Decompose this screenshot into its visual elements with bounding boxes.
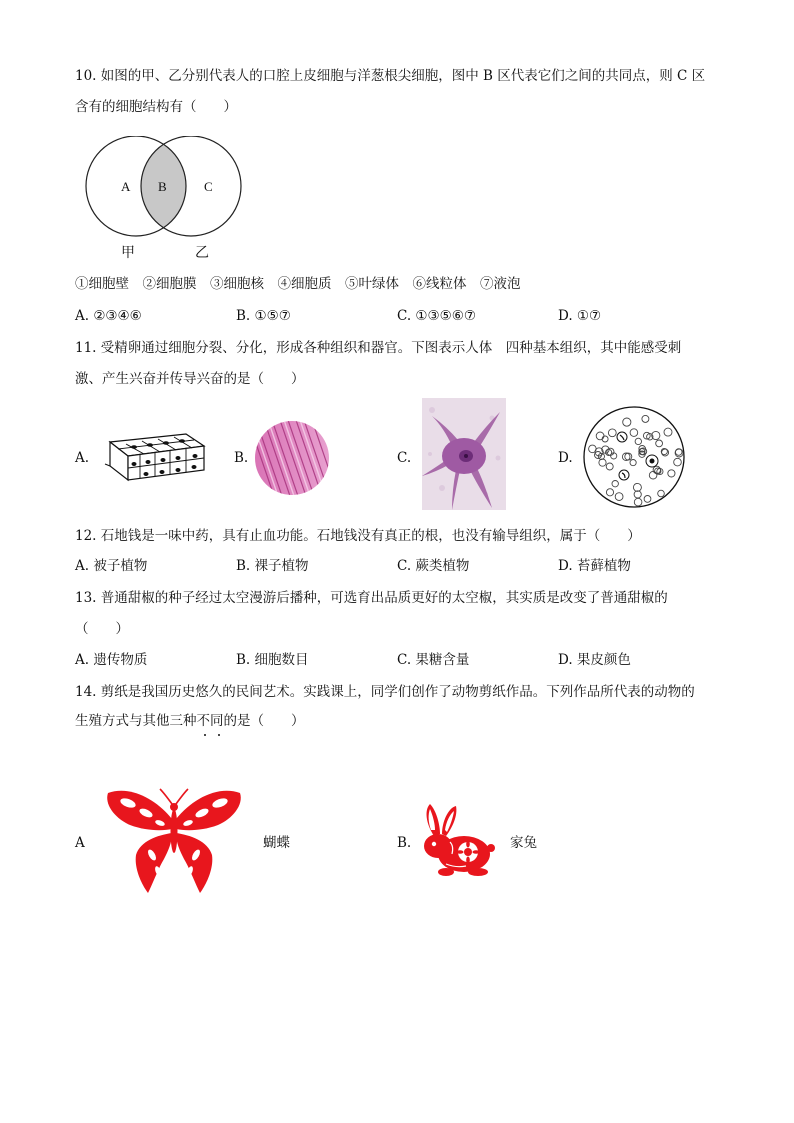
q12-option-a[interactable]: A. 被子植物	[75, 558, 148, 574]
q13-stem-line1: 13. 普通甜椒的种子经过太空漫游后播种，可选育出品质更好的太空椒，其实质是改变了普通甜椒的	[75, 590, 668, 606]
q13-option-b[interactable]: B. 细胞数目	[236, 652, 309, 668]
muscle-tissue-image	[254, 420, 330, 496]
emphasis-dot	[218, 734, 220, 736]
q11-option-b-label[interactable]: B.	[234, 450, 249, 466]
venn-caption-right: 乙	[195, 245, 209, 261]
q10-option-a[interactable]: A. ②③④⑥	[75, 308, 142, 324]
blood-tissue-image	[582, 405, 686, 509]
q13-stem-line2: （ ）	[75, 621, 129, 637]
emphasis-dot	[204, 734, 206, 736]
q10-option-d[interactable]: D. ①⑦	[558, 308, 602, 324]
q14-option-a-name: 蝴蝶	[263, 835, 290, 851]
q14-stem-line1: 14. 剪纸是我国历史悠久的民间艺术。实践课上，同学们创作了动物剪纸作品。下列作品所代表的动物的	[75, 684, 695, 700]
q11-stem-line1: 11. 受精卵通过细胞分裂、分化，形成各种组织和器官。下图表示人体 四种基本组织，其中能感受刺	[75, 340, 682, 356]
epithelial-tissue-image	[100, 430, 208, 484]
q12-option-b[interactable]: B. 裸子植物	[236, 558, 309, 574]
q12-option-d[interactable]: D. 苔藓植物	[558, 558, 631, 574]
venn-label-b: B	[158, 179, 167, 194]
q14-option-b-name: 家兔	[510, 835, 537, 851]
q12-stem: 12. 石地钱是一味中药，具有止血功能。石地钱没有真正的根，也没有输导组织，属于（ ）	[75, 528, 641, 544]
q13-option-a[interactable]: A. 遗传物质	[75, 652, 148, 668]
q13-option-d[interactable]: D. 果皮颜色	[558, 652, 631, 668]
q11-stem-line2: 激、产生兴奋并传导兴奋的是（ ）	[75, 371, 305, 387]
q10-option-b[interactable]: B. ①⑤⑦	[236, 308, 291, 324]
q11-option-c-label[interactable]: C.	[397, 450, 412, 466]
venn-label-c: C	[204, 179, 213, 194]
venn-diagram	[80, 136, 250, 266]
q14-option-a-label[interactable]: A	[75, 835, 85, 851]
nerve-tissue-image	[422, 398, 506, 510]
butterfly-papercut-image[interactable]	[102, 785, 246, 897]
q10-stem-line1: 10. 如图的甲、乙分别代表人的口腔上皮细胞与洋葱根尖细胞，图中 B 区代表它们之间的共同点，则 C 区	[75, 68, 706, 84]
venn-caption-left: 甲	[121, 245, 135, 261]
q10-option-c[interactable]: C. ①③⑤⑥⑦	[397, 308, 476, 324]
q14-option-b-label[interactable]: B.	[397, 835, 412, 851]
q13-option-c[interactable]: C. 果糖含量	[397, 652, 470, 668]
q10-items: ①细胞壁 ②细胞膜 ③细胞核 ④细胞质 ⑤叶绿体 ⑥线粒体 ⑦液泡	[75, 276, 521, 292]
venn-label-a: A	[121, 179, 131, 194]
q11-option-d-label[interactable]: D.	[558, 450, 573, 466]
q10-stem-line2: 含有的细胞结构有（ ）	[75, 99, 237, 115]
q12-option-c[interactable]: C. 蕨类植物	[397, 558, 470, 574]
q14-stem-line2: 生殖方式与其他三种不同的是（ ）	[75, 713, 305, 729]
rabbit-papercut-image[interactable]	[416, 802, 496, 880]
q11-option-a-label[interactable]: A.	[75, 450, 90, 466]
